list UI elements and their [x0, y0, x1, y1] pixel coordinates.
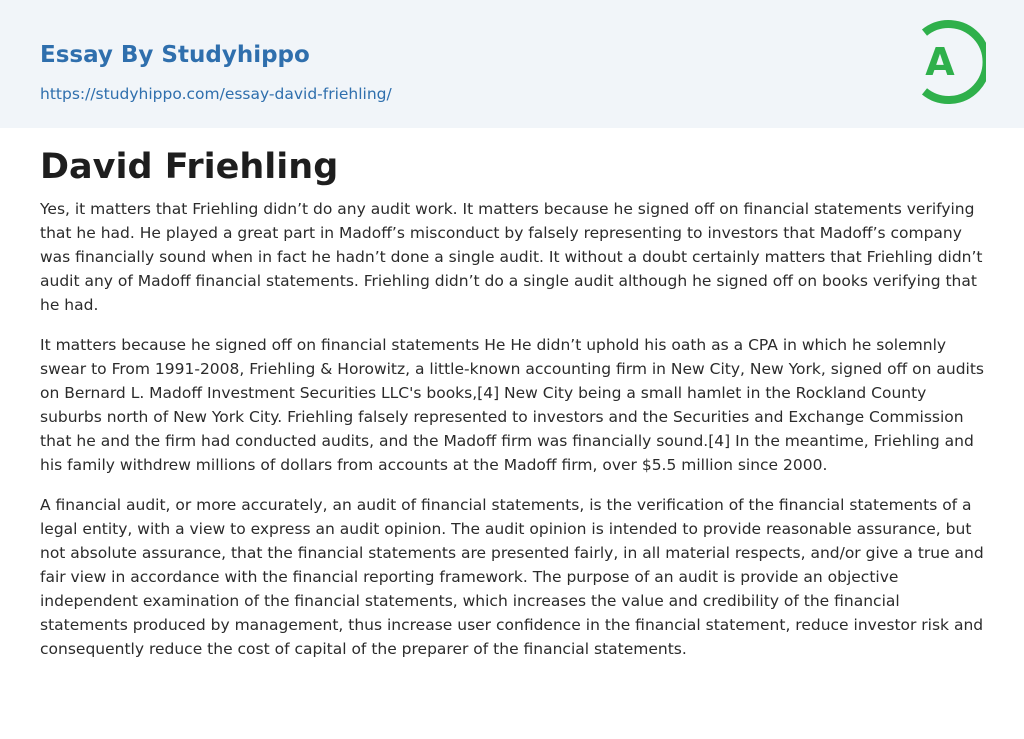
logo-letter: A — [925, 40, 955, 84]
essay-url-link[interactable]: https://studyhippo.com/essay-david-friehling/ — [40, 85, 392, 103]
essay-paragraph-3: A financial audit, or more accurately, an audit of financial statements, is the verification of the financial statements of a legal entity, with a view to express an audit opinion. The audit opinion is intended to provide reasonable assurance, but not absolute assurance, that the financial statements are presented fairly, in all material respects, and/or give a true and fair view in accordance with the financial reporting framework. The purpose of an audit is provide an objective independent examination of the financial statements, which increases the value and credibility of the financial statements produced by management, thus increase user confidence in the financial statement, reduce investor risk and consequently reduce the cost of capital of the preparer of the financial statements. — [40, 496, 984, 658]
studyhippo-logo-icon[interactable] — [912, 19, 986, 105]
essay-content — [40, 144, 986, 677]
essay-paragraph-1: Yes, it matters that Friehling didn’t do any audit work. It matters because he signed off on financial statements verifying that he had. He played a great part in Madoff’s misconduct by falsely representing to investors that Madoff’s company was financially sound when in fact he hadn’t done a single audit. It without a doubt certainly matters that Friehling didn’t audit any of Madoff financial statements. Friehling didn’t do a single audit although he signed off on books verifying that he had. — [40, 200, 983, 314]
essay-paragraph-2: It matters because he signed off on financial statements He He didn’t uphold his oath as a CPA in which he solemnly swear to From 1991-2008, Friehling & Horowitz, a little-known accounting firm in New City, New York, signed off on audits on Bernard L. Madoff Investment Securities LLC's books,[4] New City being a small hamlet in the Rockland County suburbs north of New York City. Friehling falsely represented to investors and the Securities and Exchange Commission that he and the firm had conducted audits, and the Madoff firm was financially sound.[4] In the meantime, Friehling and his family withdrew millions of dollars from accounts at the Madoff firm, over $5.5 million since 2000. — [40, 336, 985, 474]
essay-title: David Friehling — [40, 147, 339, 187]
brand-title: Essay By Studyhippo — [40, 42, 310, 68]
site-header — [0, 0, 1024, 128]
